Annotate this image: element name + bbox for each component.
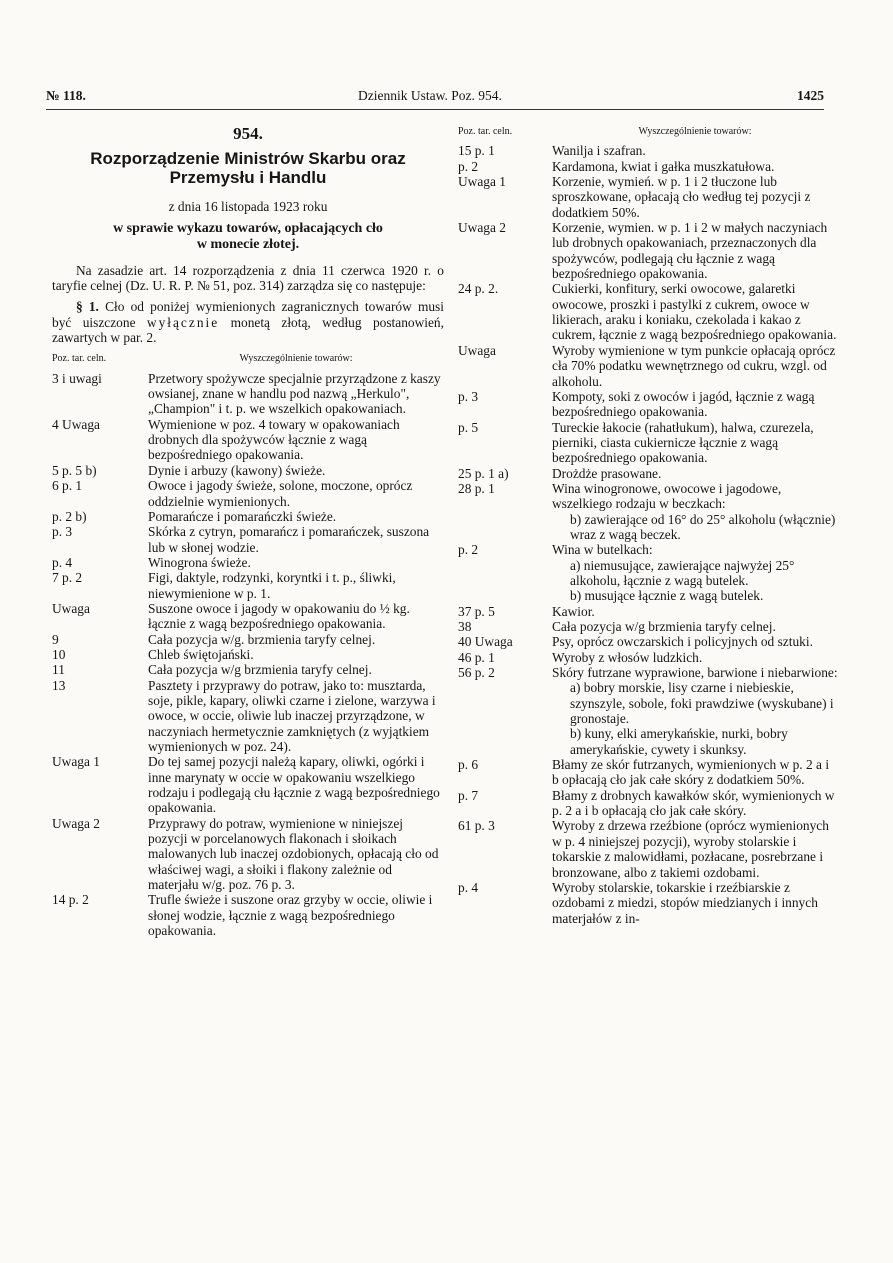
tariff-position: 25 p. 1 a) bbox=[458, 465, 509, 481]
tariff-position: Uwaga 1 bbox=[52, 754, 100, 770]
tariff-description: Pasztety i przyprawy do potraw, jako to: musztarda, soje, pikle, kapary, oliwki czarne i zielone, warzywa i owoce, w occie, oliwie lub inaczej przyrządzone, w naczyniach hermetycznie zamkniętych (z wyjątkiem wymienionych w poz. 24). bbox=[148, 677, 436, 754]
tariff-description: Figi, daktyle, rodzynki, koryntki i t. p., śliwki, niewymienione w p. 1. bbox=[148, 570, 396, 601]
tariff-position: 56 p. 2 bbox=[458, 665, 495, 681]
tariff-position: p. 3 bbox=[52, 524, 73, 540]
document-title bbox=[52, 149, 444, 187]
tariff-row bbox=[458, 757, 838, 788]
tariff-position: 24 p. 2. bbox=[458, 281, 499, 297]
tariff-description: Drożdże prasowane. bbox=[552, 465, 662, 481]
header-rule bbox=[46, 109, 824, 110]
tariff-description: Do tej samej pozycji należą kapary, oliwki, ogórki i inne marynaty w occie w opakowaniu wszelkiego rodzaju i podlegają cłu łącznie z wagą bezpośredniego opakowania. bbox=[148, 754, 440, 816]
tariff-position: 15 p. 1 bbox=[458, 143, 495, 159]
tariff-position: 61 p. 3 bbox=[458, 818, 495, 834]
tariff-position: p. 4 bbox=[458, 879, 479, 895]
tariff-row bbox=[458, 159, 838, 174]
tariff-row bbox=[458, 389, 838, 420]
tariff-description: Owoce i jagody świeże, solone, moczone, oprócz oddzielnie wymienionych. bbox=[148, 478, 413, 509]
tariff-position bbox=[458, 558, 552, 589]
left-tariff-list bbox=[52, 371, 444, 939]
tariff-description: Kompoty, soki z owoców i jagód, łącznie z wagą bezpośredniego opakowania. bbox=[552, 388, 815, 420]
tariff-description: Korzenie, wymień. w p. 1 i 2 tłuczone lub sproszkowane, opłacają cło według tej pozycji z dodatkiem 50%. bbox=[552, 174, 811, 220]
tariff-position: 9 bbox=[52, 631, 59, 647]
title-line-1: Rozporządzenie Ministrów Skarbu oraz bbox=[90, 149, 406, 169]
tariff-description: Wina w butelkach: bbox=[552, 542, 653, 558]
tariff-description: Kawior. bbox=[552, 603, 595, 619]
tariff-row bbox=[458, 634, 838, 649]
tariff-row bbox=[458, 343, 838, 389]
tariff-position: 28 p. 1 bbox=[458, 480, 495, 496]
tariff-description: Błamy ze skór futrzanych, wymienionych w p. 2 a i b opłacają cło jak całe skóry z dodatkiem 50%. bbox=[552, 757, 830, 788]
tariff-row bbox=[52, 647, 444, 662]
paragraph-1 bbox=[52, 299, 444, 345]
paragraph-1-emphasis: wyłącznie bbox=[146, 314, 220, 330]
tariff-position: 7 p. 2 bbox=[52, 570, 83, 586]
tariff-row bbox=[458, 174, 838, 220]
tariff-row bbox=[458, 818, 838, 879]
tariff-row bbox=[458, 220, 838, 281]
tariff-row bbox=[52, 509, 444, 524]
tariff-row bbox=[458, 680, 838, 726]
tariff-position: Uwaga bbox=[52, 600, 90, 616]
tariff-position: 11 bbox=[52, 662, 65, 678]
tariff-description: Przetwory spożywcze specjalnie przyrządzone z kaszy owsianej, znane w handlu pod nazwą „Herkulo", „Champion" i t. p. we wszelkich opakowaniach. bbox=[148, 370, 441, 417]
document-number: 954. bbox=[233, 124, 263, 143]
tariff-position: Uwaga 2 bbox=[458, 220, 506, 236]
tariff-description: Przyprawy do potraw, wymienione w niniejszej pozycji w porcelanowych flakonach i słoikach malowanych lub inaczej ozdobionych, opłacają cło od właściwej wagi, a słoiki i flakony zależnie od materjału w/g. poz. 76 p. 3. bbox=[148, 815, 439, 893]
tariff-description: Pomarańcze i pomarańczki świeże. bbox=[148, 508, 337, 524]
tariff-position bbox=[458, 588, 552, 603]
tariff-row bbox=[458, 726, 838, 757]
tariff-position: 4 Uwaga bbox=[52, 416, 100, 432]
tariff-position: 14 p. 2 bbox=[52, 892, 89, 908]
tariff-row bbox=[52, 478, 444, 509]
tariff-position: Uwaga 2 bbox=[52, 815, 100, 831]
right-tariff-list bbox=[458, 143, 838, 926]
col-header-position: Poz. tar. celn. bbox=[52, 353, 107, 365]
tariff-position: p. 7 bbox=[458, 787, 479, 803]
tariff-row bbox=[458, 880, 838, 926]
tariff-position: Uwaga bbox=[458, 342, 496, 358]
tariff-description: b) zawierające od 16° do 25° alkoholu (włącznie) wraz z wagą beczek. bbox=[570, 511, 836, 542]
tariff-row bbox=[458, 788, 838, 819]
title-line-2: Przemysłu i Handlu bbox=[169, 168, 327, 188]
page-number: 1425 bbox=[797, 88, 824, 103]
col-header-position: Poz. tar. celn. bbox=[458, 126, 513, 137]
tariff-row bbox=[458, 542, 838, 557]
tariff-row bbox=[458, 588, 838, 603]
tariff-position: 10 bbox=[52, 646, 66, 662]
tariff-row bbox=[52, 601, 444, 632]
tariff-position: 13 bbox=[52, 677, 66, 693]
tariff-description: Cukierki, konfitury, serki owocowe, galaretki owocowe, proszki i pastylki z cukrem, owoce w likierach, araku i koniaku, czekolada i kakao z cukrem, łącznie z wagą bezpośredniego opakowania. bbox=[552, 281, 837, 343]
tariff-row bbox=[52, 632, 444, 647]
col-header-description: Wyszczególnienie towarów: bbox=[239, 353, 353, 365]
tariff-row bbox=[52, 371, 444, 417]
tariff-position bbox=[458, 680, 552, 726]
left-table-header bbox=[52, 351, 444, 366]
tariff-position: 40 Uwaga bbox=[458, 634, 513, 650]
tariff-position: 46 p. 1 bbox=[458, 649, 495, 665]
tariff-position: p. 4 bbox=[52, 554, 73, 570]
tariff-position bbox=[458, 512, 552, 543]
tariff-description: Wanilja i szafran. bbox=[552, 143, 646, 159]
document-date: z dnia 16 listopada 1923 roku bbox=[168, 199, 328, 215]
tariff-row bbox=[458, 619, 838, 634]
issue-number: № 118. bbox=[46, 88, 86, 103]
page-header bbox=[46, 88, 824, 108]
tariff-description: Wyroby wymienione w tym punkcie opłacają oprócz cła 70% podatku wewnętrznego od cukru, wzgl. od alkoholu. bbox=[552, 342, 836, 389]
paragraph-1-text-a: Cło od poniżej wymienionych zagranicznych towarów musi być uiszczone bbox=[52, 299, 444, 330]
tariff-row bbox=[458, 420, 838, 466]
tariff-description: a) niemusujące, zawierające najwyżej 25° alkoholu, łącznie z wagą butelek. bbox=[570, 557, 795, 588]
tariff-row bbox=[458, 281, 838, 342]
tariff-description: Cała pozycja w/g brzmienia taryfy celnej. bbox=[552, 619, 776, 634]
tariff-row bbox=[458, 558, 838, 589]
tariff-row bbox=[458, 466, 838, 481]
tariff-row bbox=[52, 678, 444, 755]
document-subject bbox=[52, 221, 444, 253]
tariff-description: Cała pozycja w/g brzmienia taryfy celnej. bbox=[148, 662, 372, 678]
left-column bbox=[52, 120, 444, 938]
tariff-position: p. 6 bbox=[458, 757, 479, 773]
subject-line-2: w monecie złotej. bbox=[196, 236, 300, 252]
tariff-row bbox=[458, 512, 838, 543]
tariff-position: 3 i uwagi bbox=[52, 370, 102, 386]
tariff-row bbox=[52, 662, 444, 677]
tariff-description: b) kuny, elki amerykańskie, nurki, bobry amerykańskie, cywety i skunksy. bbox=[570, 726, 788, 757]
tariff-position bbox=[458, 726, 552, 757]
tariff-description: Winogrona świeże. bbox=[148, 554, 251, 570]
tariff-description: Wyroby z drzewa rzeźbione (oprócz wymienionych w p. 4 niniejszej pozycji), wyroby stolarskie i tokarskie z malowidłami, pozłacane, posrebrzane i bronzowane, albo z takiemi ozdobami. bbox=[552, 818, 829, 880]
tariff-position: Uwaga 1 bbox=[458, 174, 506, 190]
tariff-row bbox=[52, 754, 444, 815]
tariff-row bbox=[52, 816, 444, 893]
tariff-description: Skóry futrzane wyprawione, barwione i niebarwione: bbox=[552, 665, 838, 681]
tariff-description: Skórka z cytryn, pomarańcz i pomarańczek, suszona lub w słonej wodzie. bbox=[148, 524, 430, 555]
tariff-description: b) musujące łącznie z wagą butelek. bbox=[570, 588, 764, 604]
intro-paragraph: Na zasadzie art. 14 rozporządzenia z dnia 11 czerwca 1920 r. o taryfie celnej (Dz. U. R. P. № 51, poz. 314) zarządza się co następuje: bbox=[52, 262, 444, 294]
tariff-position: 38 bbox=[458, 619, 472, 634]
tariff-position: 6 p. 1 bbox=[52, 478, 83, 494]
tariff-description: Wyroby z włosów ludzkich. bbox=[552, 649, 703, 665]
tariff-description: Dynie i arbuzy (kawony) świeże. bbox=[148, 462, 326, 478]
tariff-description: Błamy z drobnych kawałków skór, wymienionych w p. 2 a i b opłacają cło jak całe skóry. bbox=[552, 787, 835, 819]
tariff-description: Kardamona, kwiat i gałka muszkatułowa. bbox=[552, 158, 775, 174]
tariff-row bbox=[52, 463, 444, 478]
tariff-row bbox=[458, 650, 838, 665]
tariff-position: p. 2 b) bbox=[52, 508, 87, 524]
tariff-row bbox=[52, 524, 444, 555]
tariff-position: p. 5 bbox=[458, 419, 479, 435]
paragraph-1-text-b: monetą złotą, według postanowień, zawartych w par. 2. bbox=[52, 314, 444, 346]
tariff-row bbox=[458, 604, 838, 619]
tariff-position: p. 2 bbox=[458, 158, 479, 174]
tariff-row bbox=[458, 665, 838, 680]
right-column bbox=[458, 120, 838, 926]
tariff-description: Cała pozycja w/g. brzmienia taryfy celnej. bbox=[148, 631, 376, 647]
tariff-description: a) bobry morskie, lisy czarne i niebieskie, szynszyle, sobole, foki prawdziwe (wyskubane) i gronostaje. bbox=[570, 680, 834, 727]
tariff-description: Trufle świeże i suszone oraz grzyby w occie, oliwie i słonej wodzie, łącznie z wagą bezpośredniego opakowania. bbox=[148, 892, 433, 939]
tariff-row bbox=[52, 892, 444, 938]
tariff-position: 5 p. 5 b) bbox=[52, 462, 97, 478]
tariff-position: p. 3 bbox=[458, 388, 479, 404]
subject-line-1: w sprawie wykazu towarów, opłacających cło bbox=[113, 220, 383, 236]
col-header-description: Wyszczególnienie towarów: bbox=[638, 126, 752, 137]
tariff-description: Chleb świętojański. bbox=[148, 646, 254, 662]
tariff-description: Psy, oprócz owczarskich i policyjnych od sztuki. bbox=[552, 634, 813, 650]
tariff-row bbox=[52, 555, 444, 570]
tariff-row bbox=[458, 143, 838, 158]
tariff-description: Suszone owoce i jagody w opakowaniu do ½ kg. łącznie z wagą bezpośredniego opakowania. bbox=[148, 600, 410, 632]
tariff-description: Wina winogronowe, owocowe i jagodowe, wszelkiego rodzaju w beczkach: bbox=[552, 480, 782, 512]
tariff-row bbox=[52, 570, 444, 601]
tariff-position: p. 2 bbox=[458, 542, 479, 558]
tariff-description: Wymienione w poz. 4 towary w opakowaniach drobnych dla spożywców łącznie z wagą bezpośredniego opakowania. bbox=[148, 416, 400, 463]
tariff-row bbox=[458, 481, 838, 512]
tariff-row bbox=[52, 417, 444, 463]
tariff-description: Tureckie łakocie (rahatłukum), halwa, czurezela, pierniki, ciasta cukiernicze łącznie z wagą bezpośredniego opakowania. bbox=[552, 419, 814, 466]
tariff-position: 37 p. 5 bbox=[458, 603, 495, 619]
tariff-description: Wyroby stolarskie, tokarskie i rzeźbiarskie z ozdobami z miedzi, stopów miedzianych i innych materjałów z in- bbox=[552, 879, 818, 926]
tariff-description: Korzenie, wymien. w p. 1 i 2 w małych naczyniach lub drobnych opakowaniach, przeznaczonych dla spożywców, podlegają cłu łącznie z wagą bezpośredniego opakowania. bbox=[552, 220, 828, 282]
journal-title: Dziennik Ustaw. Poz. 954. bbox=[358, 88, 502, 103]
paragraph-1-lead: § 1. bbox=[76, 299, 99, 315]
right-table-header bbox=[458, 124, 838, 139]
